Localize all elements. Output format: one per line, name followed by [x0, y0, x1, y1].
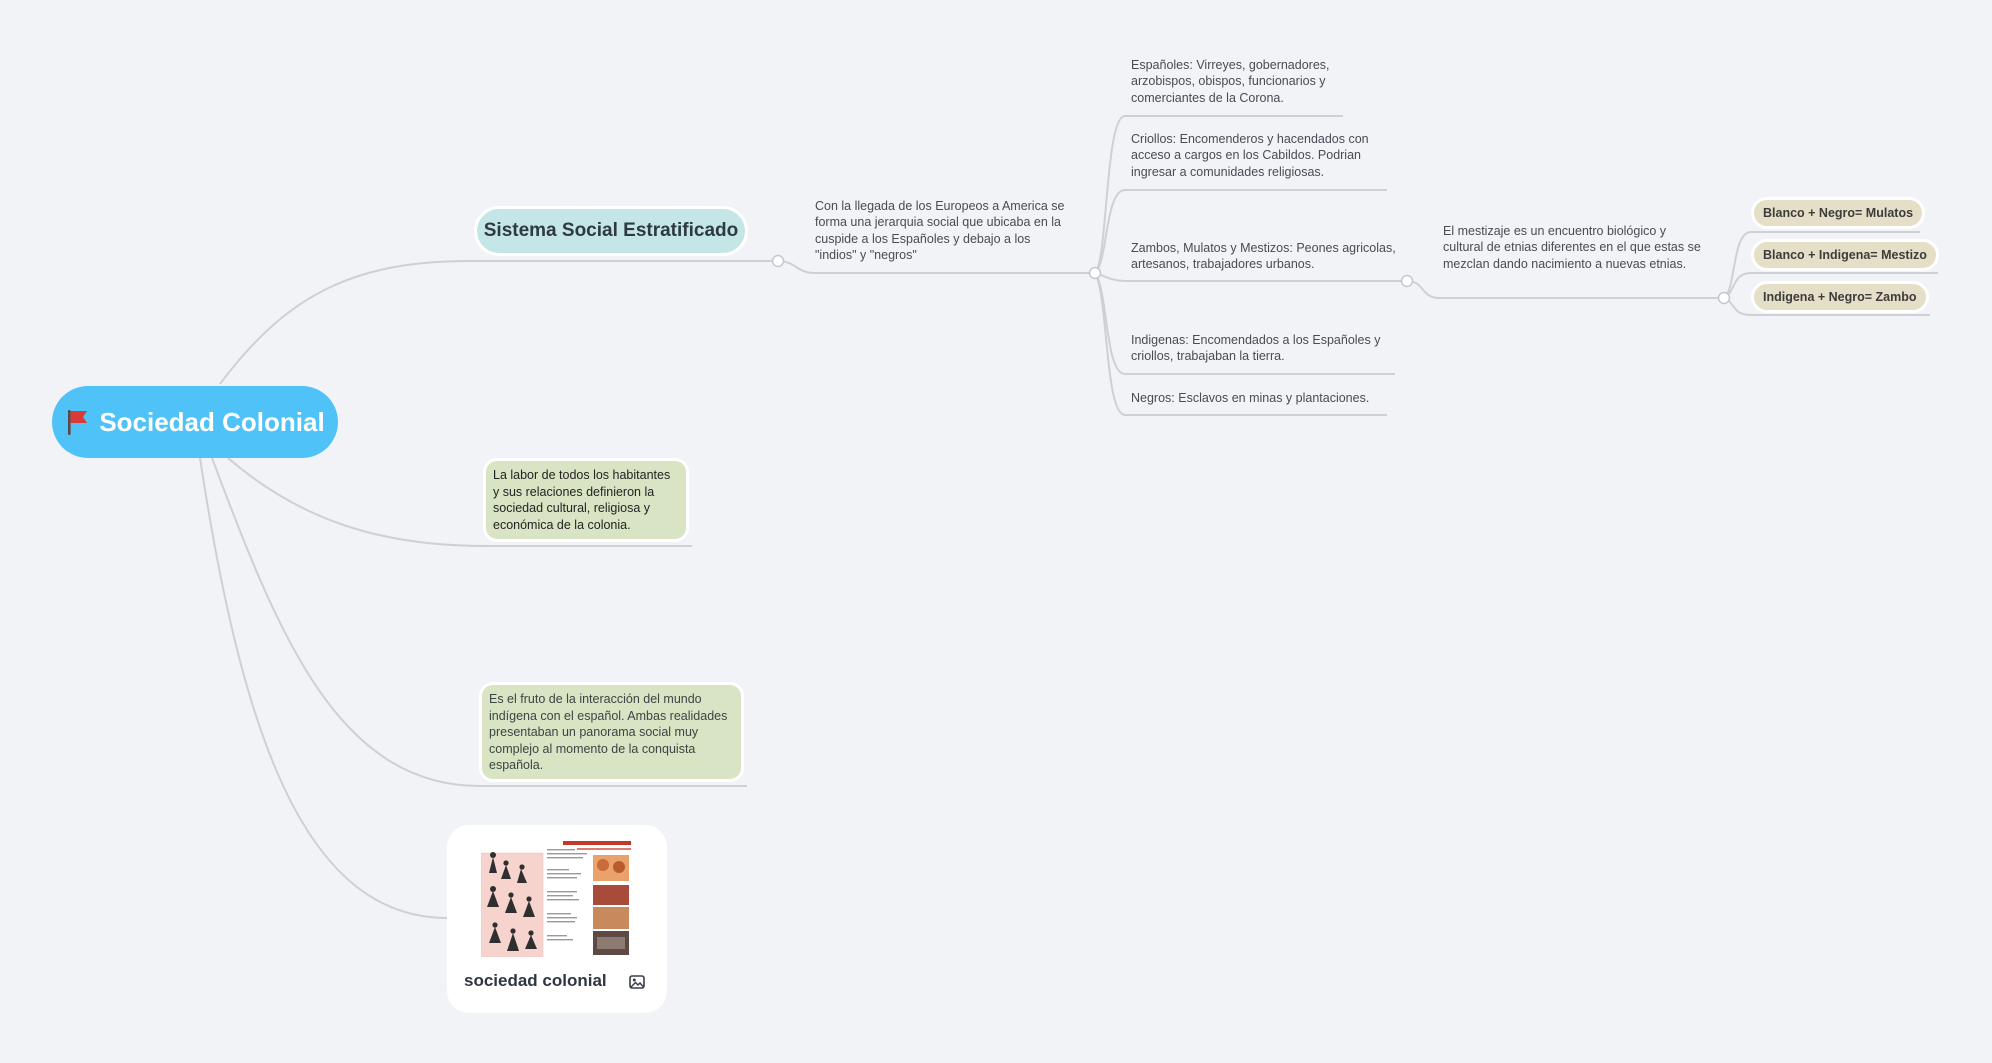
stratum-espanoles[interactable]: Españoles: Virreyes, gobernadores, arzobispos, obispos, funcionarios y comerciantes de la Corona. — [1131, 58, 1330, 105]
topic-mestizaje[interactable]: El mestizaje es un encuentro biológico y cultural de etnias diferentes en el que estas se mezclan dando nacimiento a nuevas etnias. — [1443, 224, 1701, 271]
mix-label: Blanco + Indigena= Mestizo — [1763, 248, 1927, 262]
image-node[interactable] — [447, 825, 667, 1013]
root-label: Sociedad Colonial — [99, 406, 325, 437]
mix-zambo[interactable] — [1751, 281, 1929, 313]
mix-mulatos[interactable] — [1751, 197, 1925, 229]
collapse-handle-main — [773, 256, 784, 267]
topic-label: Sistema Social Estratificado — [483, 220, 739, 241]
stratum-criollos[interactable]: Criollos: Encomenderos y hacendados con acceso a cargos en los Cabildos. Podrian ingresar a comunidades religiosas. — [1131, 132, 1369, 179]
image-node-label: sociedad colonial — [464, 971, 607, 990]
stratum-indigenas[interactable]: Indigenas: Encomendados a los Españoles y criollos, trabajaban la tierra. — [1131, 333, 1381, 364]
stratum-negros[interactable]: Negros: Esclavos en minas y plantaciones. — [1131, 391, 1370, 405]
topic-description[interactable]: Con la llegada de los Europeos a America se forma una jerarquia social que ubicaba en la cuspide a los Españoles y debajo a los "indios" y "negros" — [815, 199, 1065, 262]
root-node[interactable] — [52, 386, 338, 458]
stratum-zambos[interactable]: Zambos, Mulatos y Mestizos: Peones agricolas, artesanos, trabajadores urbanos. — [1131, 241, 1396, 272]
collapse-handle-description — [1090, 268, 1101, 279]
connector-strata-3 — [1095, 273, 1407, 281]
note-fruto[interactable]: Es el fruto de la interacción del mundo indígena con el español. Ambas realidades presentaban un panorama social muy complejo al momento de la conquista española. — [479, 682, 744, 782]
mix-label: Indigena + Negro= Zambo — [1763, 290, 1917, 304]
note-labor[interactable]: La labor de todos los habitantes y sus relaciones definieron la sociedad cultural, religiosa y económica de la colonia. — [483, 458, 689, 542]
mix-mestizo[interactable] — [1751, 239, 1939, 271]
image-icon[interactable] — [629, 975, 645, 989]
connector-root-main — [220, 261, 778, 384]
flag-icon — [65, 408, 89, 436]
collapse-handle-zambos — [1402, 276, 1413, 287]
collapse-handle-mestizaje — [1719, 293, 1730, 304]
infographic-thumbnail — [481, 839, 633, 957]
connector-root-image — [200, 458, 447, 918]
topic-sistema-social[interactable] — [474, 206, 748, 256]
mix-label: Blanco + Negro= Mulatos — [1763, 206, 1914, 220]
connector-mestizaje — [1407, 281, 1724, 298]
